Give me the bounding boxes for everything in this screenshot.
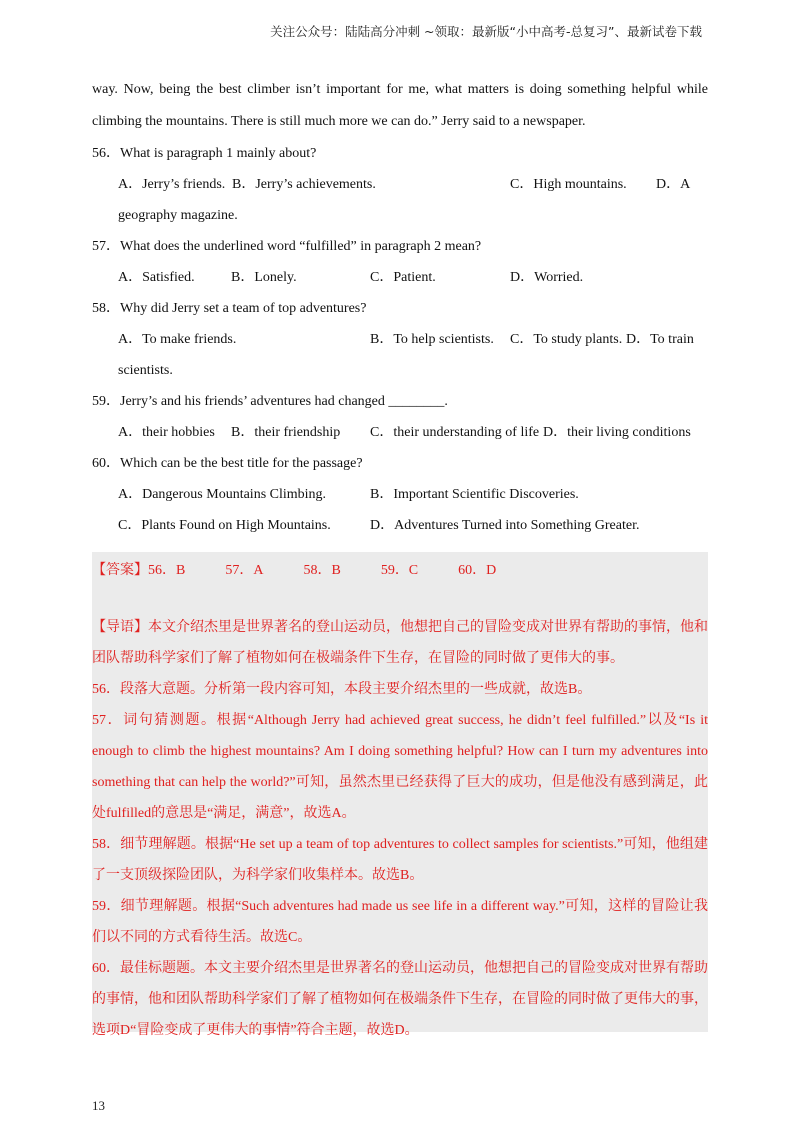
options-56-wrap — [118, 200, 708, 231]
explanation-60: 60．最佳标题题。本文主要介绍杰里是世界著名的登山运动员，他想把自己的冒险变成对世界有帮助的事情，他和团队帮助科学家们了解了植物如何在极端条件下生存，在冒险的同时做了更伟大的事，选项D“冒险变成了更伟大的事情”符合主题，故选D。 — [92, 961, 708, 1038]
option-c: C．Patient. — [370, 270, 436, 285]
option-b: B．their friendship — [231, 425, 341, 440]
option-a: A．Satisfied. — [118, 270, 195, 285]
page-header: 关注公众号：陆陆高分冲刺 ~领取：最新版“小中高考-总复习”、最新试卷下载 — [270, 24, 702, 39]
option-b: B．Jerry’s achievements. — [232, 177, 376, 192]
option-c: C．their understanding of life — [370, 425, 540, 440]
option-d: D．To train — [626, 332, 694, 347]
question-59: 59．Jerry’s and his friends’ adventures had changed ________. — [92, 394, 448, 409]
question-57: 57．What does the underlined word “fulfilled” in paragraph 2 mean? — [92, 239, 482, 254]
answer-item: 58．B — [303, 563, 341, 578]
option-a: A．Dangerous Mountains Climbing. — [118, 487, 327, 502]
option-d: D．A — [656, 177, 691, 192]
option-a: A．their hobbies — [118, 425, 215, 440]
explanation-57: 57．词句猜测题。根据“Although Jerry had achieved great success, he didn’t feel fulfilled.”以及“Is it enough to climb the highest mountains? Am I doing something helpful? How can I turn my adventures into something that can help the world?”可知，虽然杰里已经获得了巨大的成功，但是他没有感到满足，此处fulfilled的意思是“满足，满意”，故选A。 — [92, 713, 708, 821]
option-d: D．Adventures Turned into Something Greater. — [370, 518, 640, 533]
answer-section — [92, 552, 708, 1038]
passage-paragraph: way. Now, being the best climber isn’t important for me, what matters is doing something helpful while climbing the mountains. There is still much more we can do.” Jerry said to a newspaper. — [92, 82, 708, 129]
explanation-59: 59．细节理解题。根据“Such adventures had made us see life in a different way.”可知，这样的冒险让我们以不同的方式看待生活。故选C。 — [92, 899, 708, 945]
options-60-row2 — [118, 510, 708, 541]
answer-item: 59．C — [380, 563, 419, 578]
answer-item: 57．A — [225, 563, 264, 578]
options-57 — [118, 262, 708, 293]
option-b: B．Important Scientific Discoveries. — [370, 487, 579, 502]
question-58: 58．Why did Jerry set a team of top adventures? — [92, 301, 367, 316]
answer-item: 60．D — [458, 563, 497, 578]
option-c: C．High mountains. — [510, 177, 627, 192]
option-a: A．Jerry’s friends. — [118, 177, 226, 192]
option-c: C．To study plants. — [510, 332, 623, 347]
option-c: C．Plants Found on High Mountains. — [118, 518, 331, 533]
option-a: A．To make friends. — [118, 332, 237, 347]
option-b: B．Lonely. — [231, 270, 297, 285]
option-d: D．their living conditions — [543, 425, 691, 440]
answer-label: 【答案】 — [92, 563, 148, 578]
explanation-58: 58．细节理解题。根据“He set up a team of top adventures to collect samples for scientists.”可知，他组建了一支顶级探险团队，为科学家们收集样本。故选B。 — [92, 837, 708, 883]
option-d-continued: scientists. — [118, 363, 173, 378]
options-58 — [118, 324, 708, 355]
options-60-row1 — [118, 479, 708, 510]
options-56 — [118, 169, 708, 200]
option-b: B．To help scientists. — [370, 332, 494, 347]
options-59 — [118, 417, 708, 448]
explanation-56: 56．段落大意题。分析第一段内容可知，本段主要介绍杰里的一些成就，故选B。 — [92, 682, 592, 697]
question-60: 60．Which can be the best title for the passage? — [92, 456, 363, 471]
explanation — [92, 612, 708, 1046]
answer-item: 56．B — [148, 563, 186, 578]
option-d: D．Worried. — [510, 270, 584, 285]
document-body — [92, 74, 708, 541]
page-number: 13 — [92, 1098, 105, 1113]
answer-key — [92, 558, 496, 584]
options-58-wrap — [118, 355, 708, 386]
explanation-intro: 【导语】本文介绍杰里是世界著名的登山运动员，他想把自己的冒险变成对世界有帮助的事情，他和团队帮助科学家们了解了植物如何在极端条件下生存，在冒险的同时做了更伟大的事。 — [92, 620, 708, 666]
option-d-continued: geography magazine. — [118, 208, 238, 223]
question-56: 56．What is paragraph 1 mainly about? — [92, 146, 317, 161]
